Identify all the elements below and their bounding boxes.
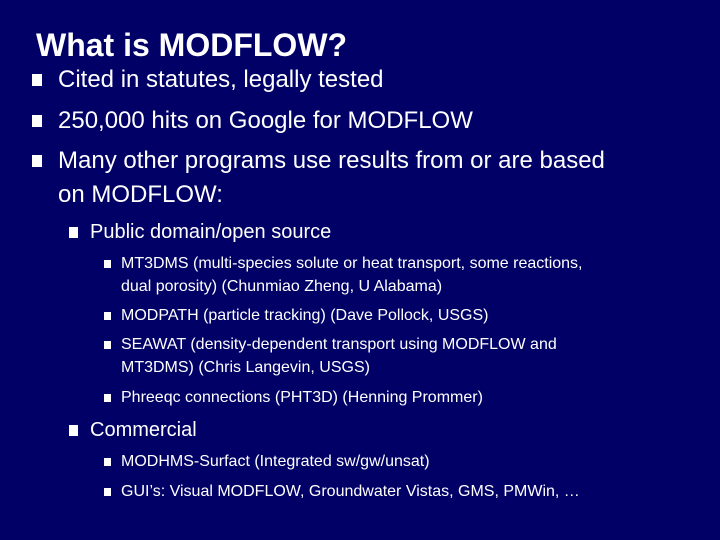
item-text: MODPATH (particle tracking) (Dave Pollock, USGS)	[121, 307, 489, 324]
bullet-other-programs	[58, 144, 605, 212]
item-modpath	[121, 304, 488, 327]
subbullet-text: Public domain/open source	[90, 221, 332, 243]
item-text: MT3DMS (multi-species solute or heat transport, some reactions,	[121, 255, 583, 272]
bullet-google-hits	[58, 104, 473, 138]
square-bullet-icon	[32, 155, 42, 167]
item-mt3dms	[121, 252, 583, 298]
square-bullet-icon	[69, 227, 78, 238]
bullet-text: Cited in statutes, legally tested	[58, 66, 384, 93]
item-guis	[121, 480, 580, 503]
square-bullet-icon	[69, 425, 78, 436]
square-bullet-icon	[104, 260, 111, 268]
subbullet-text: Commercial	[90, 419, 197, 441]
square-bullet-icon	[104, 312, 111, 320]
item-seawat	[121, 333, 557, 379]
subbullet-commercial	[90, 416, 197, 444]
item-phreeqc	[121, 386, 483, 409]
square-bullet-icon	[104, 394, 111, 402]
square-bullet-icon	[32, 74, 42, 86]
square-bullet-icon	[104, 488, 111, 496]
item-text: Phreeqc connections (PHT3D) (Henning Prommer)	[121, 389, 483, 406]
item-text-cont: MT3DMS) (Chris Langevin, USGS)	[121, 359, 370, 376]
subbullet-public-domain	[90, 218, 331, 246]
bullet-text: Many other programs use results from or are based	[58, 147, 605, 174]
bullet-statutes	[58, 63, 384, 97]
square-bullet-icon	[32, 115, 42, 127]
square-bullet-icon	[104, 341, 111, 349]
item-modhms	[121, 450, 430, 473]
item-text-cont: dual porosity) (Chunmiao Zheng, U Alabama)	[121, 278, 443, 295]
slide-title: What is MODFLOW?	[36, 27, 348, 63]
bullet-text: 250,000 hits on Google for MODFLOW	[58, 107, 473, 134]
item-text: GUI’s: Visual MODFLOW, Groundwater Vistas, GMS, PMWin, …	[121, 483, 580, 500]
bullet-text-cont: on MODFLOW:	[58, 181, 223, 208]
square-bullet-icon	[104, 458, 111, 466]
item-text: SEAWAT (density-dependent transport using MODFLOW and	[121, 336, 557, 353]
item-text: MODHMS-Surfact (Integrated sw/gw/unsat)	[121, 453, 430, 470]
